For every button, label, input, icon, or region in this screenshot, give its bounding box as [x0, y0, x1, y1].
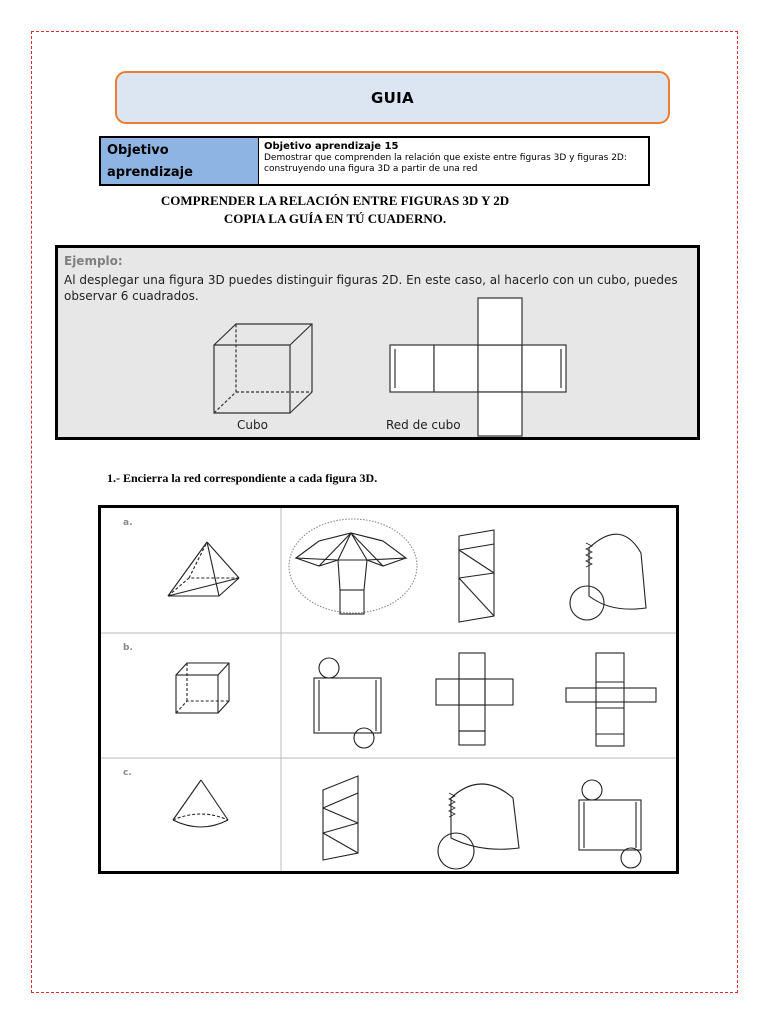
triangle-strip-option: [459, 530, 494, 622]
cone-net-option-c: [438, 784, 519, 869]
pyramid-net-option: [289, 519, 417, 614]
example-illustration: [58, 248, 697, 437]
objective-table: [99, 136, 650, 186]
row-label-a: a.: [123, 518, 133, 528]
example-text: Al desplegar una figura 3D puedes distinguir figuras 2D. En este caso, al hacerlo con un cubo, puedes observar 6 cuadrados.: [64, 273, 678, 303]
example-label: Ejemplo:: [64, 254, 123, 268]
objective-heading: Objetivo aprendizaje 15: [264, 141, 399, 152]
heading-line-2: COPIA LA GUÍA EN TÚ CUADERNO.: [223, 211, 447, 226]
net-caption: Red de cubo: [386, 418, 461, 432]
exercise-grid: [98, 505, 679, 874]
cylinder-net-option-b: [314, 658, 381, 748]
title-banner: [115, 71, 670, 124]
triangle-strip-option-c: [323, 776, 358, 860]
cube-caption: Cubo: [237, 418, 268, 432]
cube-figure-b: [176, 663, 229, 713]
cube-drawing: [214, 324, 312, 413]
cone-figure: [173, 780, 228, 827]
cross-net-option-b: [436, 653, 513, 745]
cylinder-net-option-c: [579, 780, 641, 868]
cone-net-option-a: [570, 534, 646, 620]
question-1: 1.- Encierra la red correspondiente a cada figura 3D.: [107, 471, 378, 485]
example-box: [55, 245, 700, 440]
page-title: GUIA: [371, 88, 414, 107]
cube-net-drawing: [390, 298, 566, 436]
objective-text: Demostrar que comprenden la relación que existe entre figuras 3D y figuras 2D: construyendo una figura 3D a partir de una red: [264, 153, 627, 174]
heading-line-1: COMPRENDER LA RELACIÓN ENTRE FIGURAS 3D Y 2D: [160, 193, 510, 208]
exercise-drawings: [101, 508, 676, 871]
pyramid-figure: [168, 542, 239, 596]
objective-label: Objetivo aprendizaje: [101, 138, 259, 184]
row-label-b: b.: [123, 643, 133, 653]
wide-cross-option-b: [566, 653, 656, 746]
objective-content: [259, 138, 648, 184]
row-label-c: c.: [123, 768, 132, 778]
